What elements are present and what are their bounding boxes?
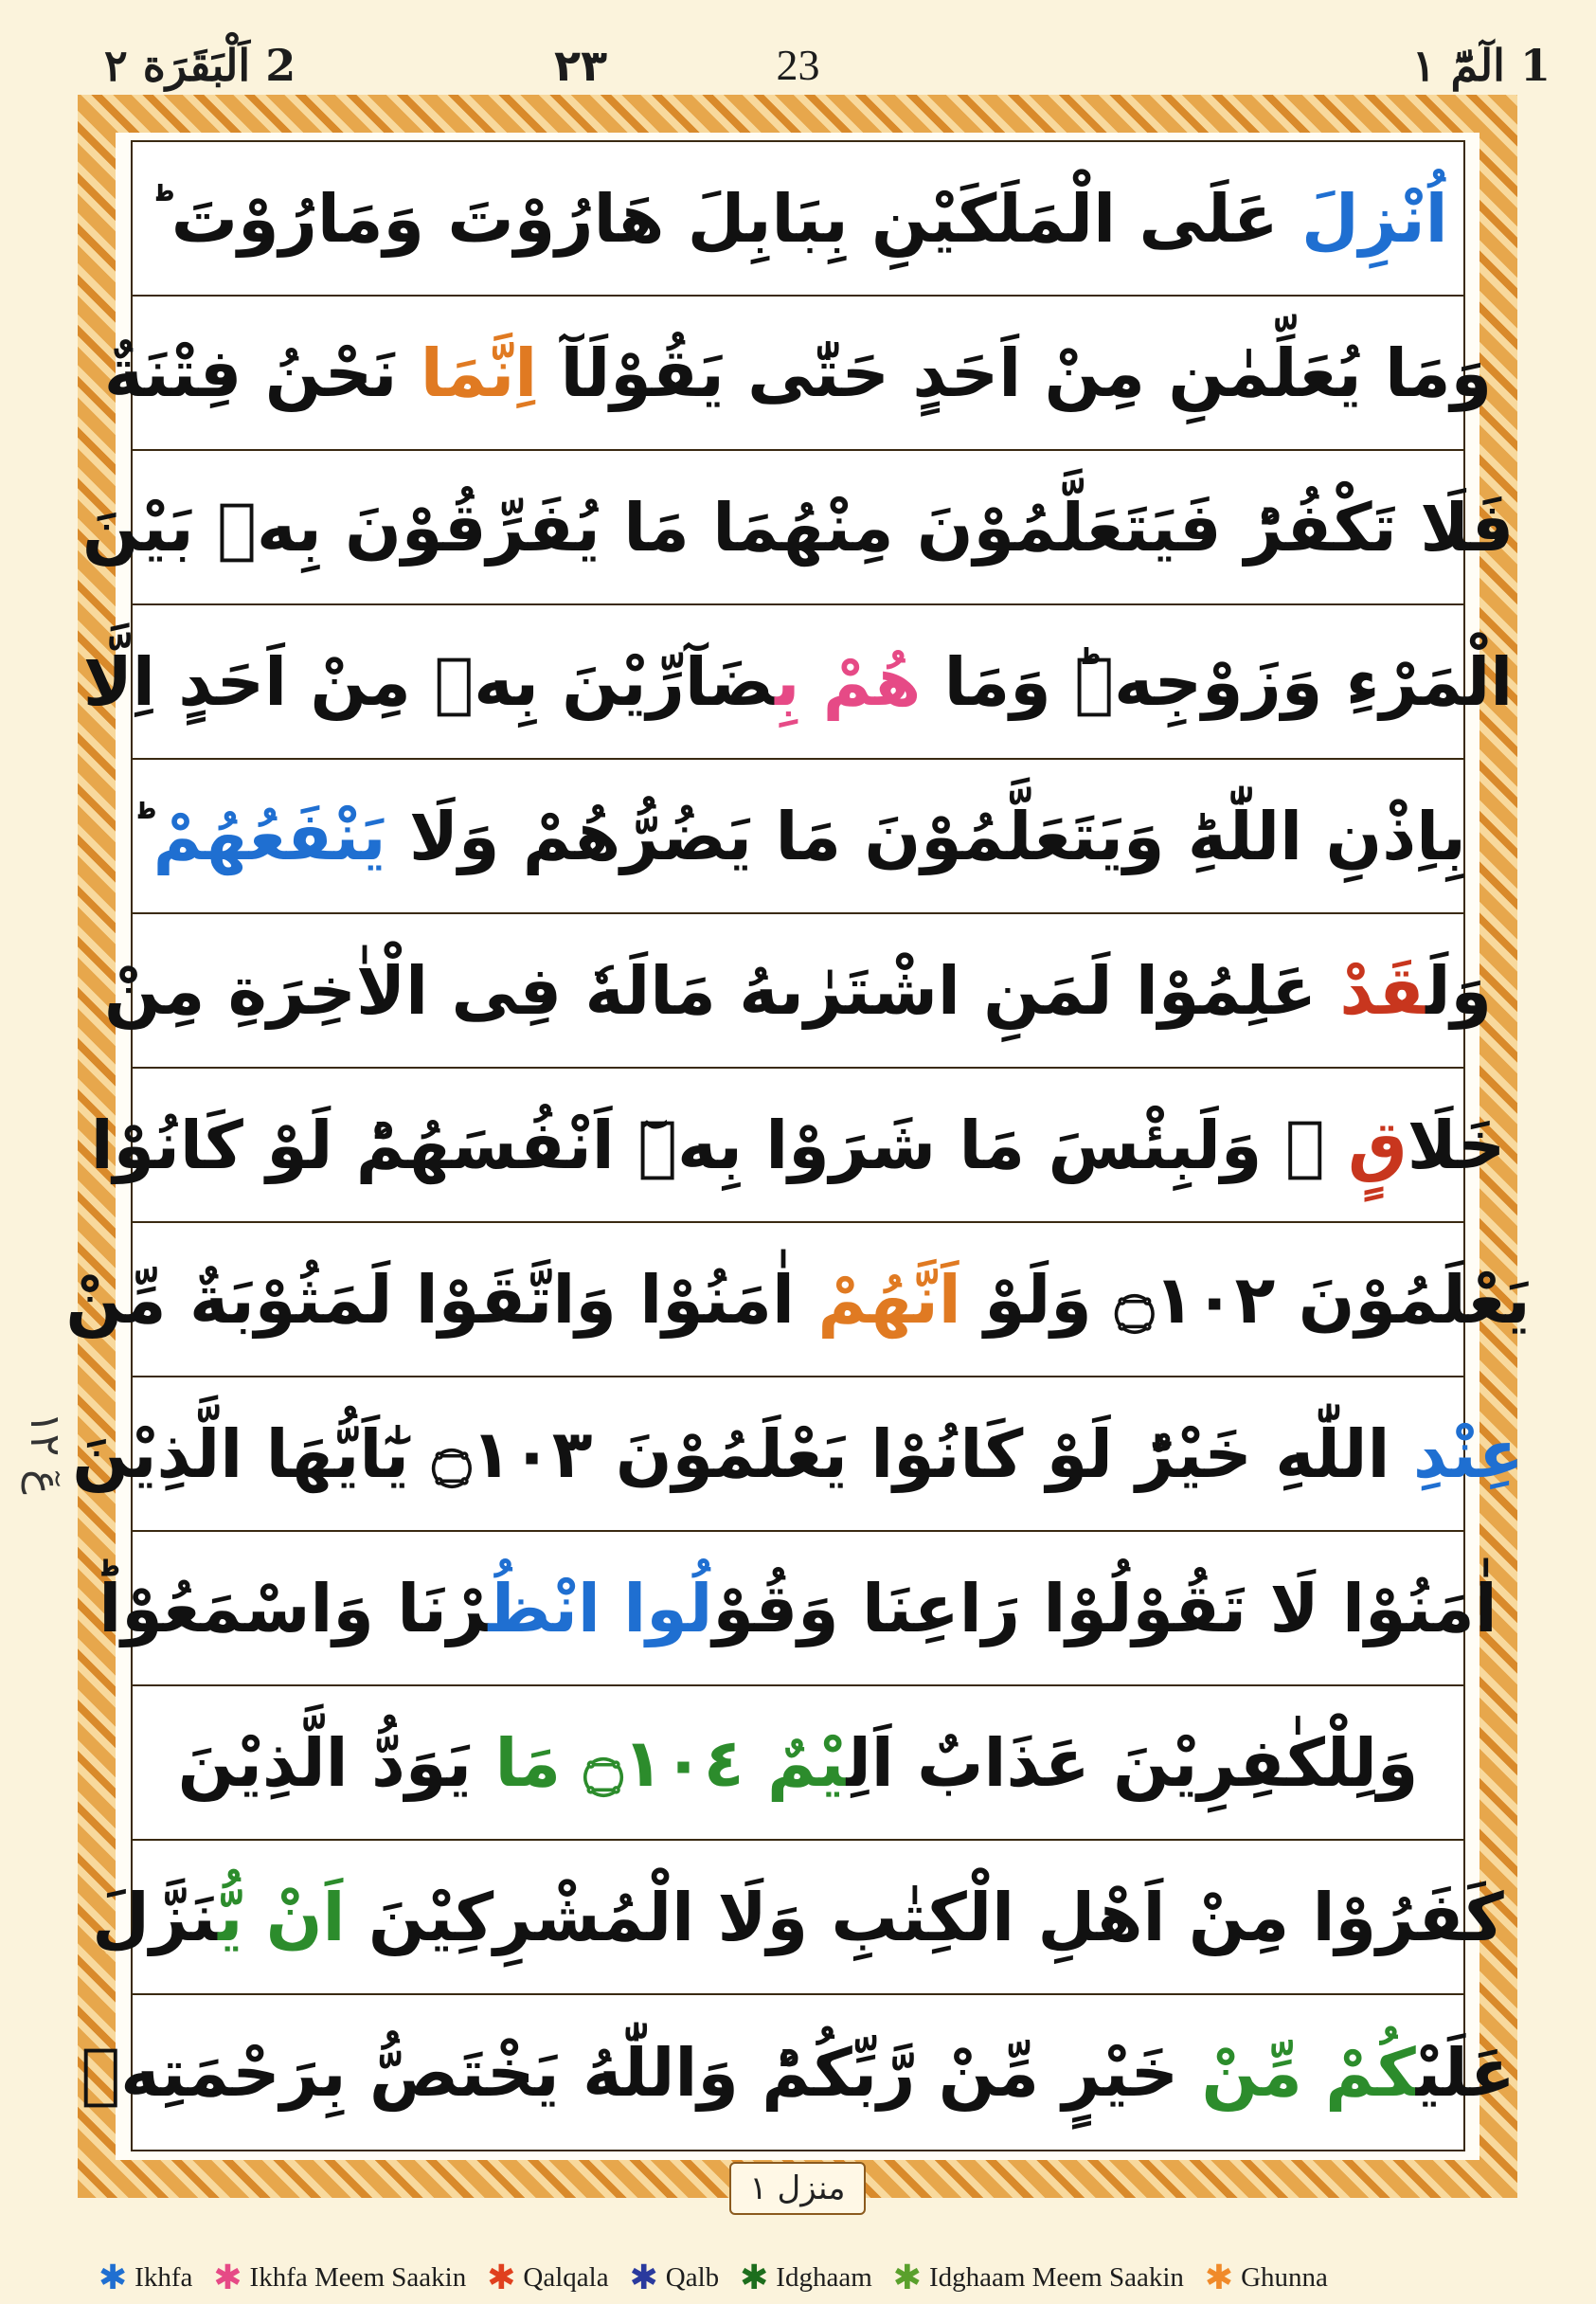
legend-item: ✱ Ikhfa Meem Saakin xyxy=(213,2259,467,2296)
text-line-1 xyxy=(133,142,1463,297)
text-line-8 xyxy=(65,1223,1531,1377)
line-text: وَلِلْكٰفِرِيْنَ عَذَابٌ اَلِيْمٌ ۝١٠٤ مَا يَوَدُّ الَّذِيْنَ xyxy=(177,1723,1419,1802)
line-text: وَلَقَدْ عَلِمُوْا لَمَنِ اشْتَرٰىهُ مَالَهٗ فِى الْاٰخِرَةِ مِنْ xyxy=(103,951,1493,1030)
star-icon: ✱ xyxy=(487,2259,516,2296)
juz-title: 1 الٓمّٓ ١ xyxy=(1411,40,1551,91)
legend-item: ✱ Qalb xyxy=(629,2259,720,2296)
line-text: اٰمَنُوْا لَا تَقُوْلُوْا رَاعِنَا وَقُوْلُوا انْظُرْنَا وَاسْمَعُوْاؕ xyxy=(99,1569,1497,1647)
page-number-arabic: ٢٣ xyxy=(554,40,608,91)
legend-item: ✱ Qalqala xyxy=(487,2259,609,2296)
line-text: فَلَا تَكْفُرْؕ فَيَتَعَلَّمُوْنَ مِنْهُمَا مَا يُفَرِّقُوْنَ بِهٖ بَيْنَ xyxy=(81,488,1515,567)
line-text: عَلَيْكُمْ مِّنْ خَيْرٍ مِّنْ رَّبِّكُمْؕ وَاللّٰهُ يَخْتَصُّ بِرَحْمَتِهٖ xyxy=(81,2033,1515,2112)
star-icon: ✱ xyxy=(213,2259,242,2296)
text-line-10 xyxy=(99,1532,1497,1686)
line-text: عِنْدِ اللّٰهِ خَيْرٌؕ لَوْ كَانُوْا يَعْلَمُوْنَ ۝١٠٣ يٰٓاَيُّهَا الَّذِيْنَ xyxy=(72,1414,1524,1493)
ruku-marker: عٓ ١٢ xyxy=(21,1412,69,1495)
text-line-5 xyxy=(130,760,1466,914)
line-text: يَعْلَمُوْنَ ۝١٠٢ وَلَوْ اَنَّهُمْ اٰمَنُوْا وَاتَّقَوْا لَمَثُوْبَةٌ مِّنْ xyxy=(65,1260,1531,1339)
surah-title: 2 اَلْبَقَرَة ٢ xyxy=(104,40,296,91)
text-line-9 xyxy=(72,1377,1524,1532)
star-icon: ✱ xyxy=(892,2259,922,2296)
line-text: اُنْزِلَ عَلَى الْمَلَكَيْنِ بِبَابِلَ هَارُوْتَ وَمَارُوْتَ ؕ xyxy=(148,179,1448,258)
star-icon: ✱ xyxy=(1204,2259,1234,2296)
text-line-6 xyxy=(103,914,1493,1069)
page-header xyxy=(0,0,1596,95)
legend-item: ✱ Ghunna xyxy=(1204,2259,1328,2296)
tajweed-legend xyxy=(99,2257,1519,2298)
legend-item: ✱ Ikhfa xyxy=(99,2259,193,2296)
manzil-label: منزل ١ xyxy=(729,2162,866,2215)
text-line-2 xyxy=(103,297,1493,451)
line-text: وَمَا يُعَلِّمٰنِ مِنْ اَحَدٍ حَتّٰى يَقُوْلَآ اِنَّمَا نَحْنُ فِتْنَةٌ xyxy=(103,333,1493,412)
star-icon: ✱ xyxy=(629,2259,658,2296)
star-icon: ✱ xyxy=(99,2259,128,2296)
line-text: الْمَرْءِ وَزَوْجِهٖؕ وَمَا هُمْ بِضَآرِّيْنَ بِهٖ مِنْ اَحَدٍ اِلَّا xyxy=(82,642,1514,721)
line-text: كَفَرُوْا مِنْ اَهْلِ الْكِتٰبِ وَلَا الْمُشْرِكِيْنَ اَنْ يُّنَزَّلَ xyxy=(92,1878,1504,1956)
legend-item: ✱ Idghaam xyxy=(740,2259,872,2296)
text-line-4 xyxy=(82,605,1514,760)
text-line-11 xyxy=(133,1686,1463,1841)
text-line-12 xyxy=(92,1841,1504,1995)
line-text: خَلَاقٍ ۫ وَلَبِئْسَ مَا شَرَوْا بِهٖٓ اَنْفُسَهُمْؕ لَوْ كَانُوْا xyxy=(90,1106,1506,1184)
quran-text-panel xyxy=(65,140,1531,2151)
line-text: بِاِذْنِ اللّٰهِؕ وَيَتَعَلَّمُوْنَ مَا يَضُرُّهُمْ وَلَا يَنْفَعُهُمْ ؕ xyxy=(130,797,1466,875)
text-line-7 xyxy=(90,1069,1506,1223)
text-line-13 xyxy=(81,1995,1515,2150)
star-icon: ✱ xyxy=(740,2259,769,2296)
text-line-3 xyxy=(81,451,1515,605)
legend-item: ✱ Idghaam Meem Saakin xyxy=(892,2259,1184,2296)
page-number: 23 xyxy=(776,41,820,89)
